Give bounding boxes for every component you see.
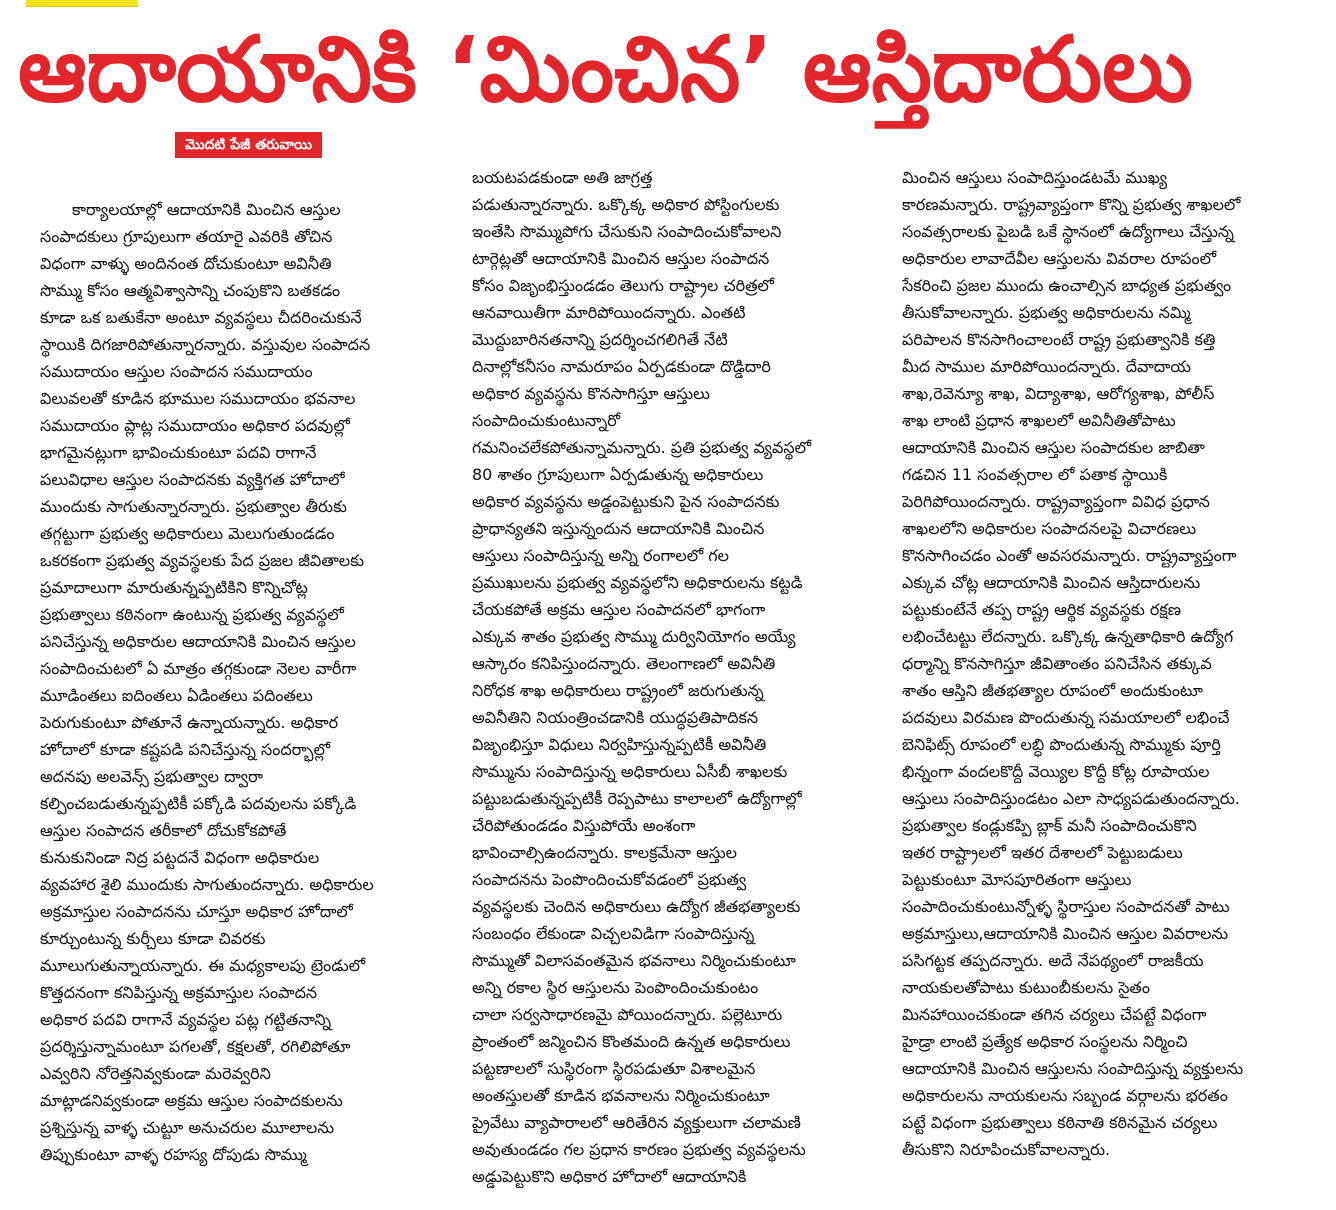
- article-line: నిరోధక శాఖ అధికారులు రాష్ట్రంలో జరుగుతున్న: [472, 681, 764, 700]
- article-line: ప్రముఖులను ప్రభుత్వ వ్యవస్థలోని అధికారులను కట్టడి: [472, 573, 803, 592]
- article-line: అధికార వ్యవస్థను కొనసాగిస్తూ ఆస్తులు: [472, 384, 710, 403]
- article-line: ఆనవాయితీగా మారిపోయిందన్నారు. ఎంతటి: [472, 303, 746, 322]
- article-line: నాయకులతోపాటు కుటుంబీకులను సైతం: [902, 978, 1150, 997]
- article-line: ప్రశ్నిస్తున్న వాళ్ళ చుట్టూ అనుచరుల మూలాలను: [40, 1118, 335, 1137]
- article-line: మొద్దుబారినతనాన్ని ప్రదర్శించగలిగితే నేటి: [472, 330, 728, 349]
- article-line: అధికారుల లావాదేవీల ఆస్తులను వివరాల రూపంలో: [902, 249, 1217, 268]
- article-line: చాలా సర్వసాధారణమై పోయిందన్నారు. పల్లెటూరు: [472, 1005, 783, 1024]
- article-line: కల్పించబడుతున్నప్పటికీ పక్కోడి పదవులను పక్కోడి: [40, 794, 357, 813]
- article-line: శాఖలలోని అధికారుల సంపాదనలపై విచారణలు: [902, 519, 1197, 538]
- article-line: స్థాయికి దిగజారిపోతున్నారన్నారు. వస్తువుల సంపాదన: [40, 335, 371, 354]
- article-line: టార్గెట్లతో ఆదాయానికి మించిన ఆస్తుల సంపాదన: [472, 249, 770, 268]
- article-line: ప్రదర్శిస్తున్నామంటూ పగలతో, కక్షలతో, రగిలిపోతూ: [40, 1037, 351, 1056]
- article-line: భాగమైనట్లుగా భావించుకుంటూ పదవి రాగానే: [40, 443, 317, 462]
- article-line: సొమ్ము కోసం ఆత్మవిశ్వాసాన్ని చంపుకొని బతకడం: [40, 281, 341, 300]
- article-line: కార్యాలయాల్లో ఆదాయానికి మించిన ఆస్తుల: [72, 200, 341, 219]
- article-line: భావించాల్సిఉందన్నారు. కాలక్రమేనా ఆస్తుల: [472, 843, 737, 862]
- article-line: ఆదాయానికి మించిన ఆస్తులను సంపాదిస్తున్న వ్యక్తులను: [902, 1059, 1244, 1078]
- article-column-3: [902, 164, 1317, 1164]
- article-line: శాతం ఆస్తిని జీతభత్యాల రూపంలో అందుకుంటూ: [902, 681, 1203, 700]
- article-column-2: [472, 164, 877, 1194]
- article-line: తీసుకొని నిరూపించుకోవాలన్నారు.: [902, 1140, 1111, 1159]
- article-line: సంపాదకులు గ్రూపులుగా తయారై ఎవరికి తోచిన: [40, 227, 333, 246]
- article-line: ఇతర రాష్ట్రాలలో ఇతర దేశాలలో పెట్టుబడులు: [902, 843, 1183, 862]
- article-line: మించిన ఆస్తులు సంపాదిస్తుండటమే ముఖ్య: [902, 168, 1168, 187]
- article-line: వ్యవస్థలకు చెందిన అధికారులు ఉద్యోగ జీతభత్యాలకు: [472, 897, 801, 916]
- article-line: అధికార పదవి రాగానే వ్యవస్థల పట్ల గట్టితనాన్ని: [40, 1010, 332, 1029]
- top-color-strip: [26, 0, 138, 7]
- article-line: మీద సాముల మారిపోయిందన్నారు. దేవాదాయ: [902, 357, 1191, 376]
- article-line: దినాల్లోకనీసం నామరూపం ఏర్పడకుండా దొడ్డిదారి: [472, 357, 771, 376]
- article-line: అవుతుండడం గల ప్రధాన కారణం ప్రభుత్వ వ్యవస్థలను: [472, 1140, 806, 1159]
- article-line: అవినీతిని నియంత్రించడానికి యుద్ధప్రతిపాదికన: [472, 708, 759, 727]
- article-line: సంపాదించుటలో ఏ మాత్రం తగ్గకుండా నెలల వారీగా: [40, 659, 357, 678]
- article-line: సంపాదనను పెంపొందించుకోవడంలో ప్రభుత్వ: [472, 870, 747, 889]
- article-line: హైడ్రా లాంటి ప్రత్యేక అధికార సంస్థలను నిర్మించి: [902, 1032, 1188, 1051]
- article-line: ప్రాంతంలో జన్మించిన కొంతమంది ఉన్నత అధికారులు: [472, 1032, 791, 1051]
- article-line: హోదాలో కూడా కష్టపడి పనిచేస్తున్న సందర్భాల్లో: [40, 740, 331, 759]
- article-line: అధికార వ్యవస్థను అడ్డంపెట్టుకుని పైన సంపాదనకు: [472, 492, 780, 511]
- article-line: తిప్పుకుంటూ వాళ్ళ రహస్య దోపుడు సొమ్ము: [40, 1145, 307, 1164]
- article-line: సొమ్మును సంపాదిస్తున్న అధికారులు ఏసీబీ శాఖలకు: [472, 762, 788, 781]
- article-line: అధికారులను నాయకులను సబ్బండ వర్గాలను భరతం: [902, 1086, 1228, 1105]
- article-line: ఆస్తుల సంపాదన తరీకాలో దోచుకోకపోతే: [40, 821, 287, 840]
- article-line: మూడింతలు ఐదింతలు ఏడింతలు పదింతలు: [40, 686, 313, 705]
- article-line: పెట్టుకుంటూ మోసపూరితంగా ఆస్తులు: [902, 870, 1132, 889]
- article-line: అదనపు అలవెన్స్ ప్రభుత్వాల ద్వారా: [40, 767, 264, 786]
- article-line: ఎక్కువ చోట్ల ఆదాయానికి మించిన ఆస్తిదారులను: [902, 573, 1201, 592]
- article-line: పడుతున్నారన్నారు. ఒక్కొక్క అధికార పోస్టింగులకు: [472, 195, 780, 214]
- article-line: ముందుకు సాగుతున్నారన్నారు. ప్రభుత్వాల తీరుకు: [40, 497, 347, 516]
- article-line: ప్రమాదాలుగా మారుతున్నప్పటికిని కొన్నిచోట్ల: [40, 578, 308, 597]
- article-line: విధంగా వాళ్ళు అందినంత దోచుకుంటూ అవినీతి: [40, 254, 332, 273]
- article-line: సంపాదించుకుంటున్నారో: [472, 411, 621, 430]
- article-line: మాట్లాడనివ్వకుండా అక్రమ ఆస్తుల సంపాదకులను: [40, 1091, 343, 1110]
- article-line: అక్రమాస్తుల సంపాదనను చూస్తూ అధికార హోదాలో: [40, 902, 353, 921]
- article-line: ప్రైవేటు వ్యాపారాలలో ఆరితేరిన వ్యక్తులుగా చలామణి: [472, 1113, 801, 1132]
- article-line: సంబంధం లేకుండా విచ్చలవిడిగా సంపాదిస్తున్న: [472, 924, 755, 943]
- article-line: లభించేటట్టు లేదన్నారు. ఒక్కొక్క ఉన్నతాధికారి ఉద్యోగ: [902, 627, 1234, 646]
- article-line: ఆస్కారం కనిపిస్తుందన్నారు. తెలంగాణలో అవినీతి: [472, 654, 776, 673]
- article-line: చేయకపోతే అక్రమ ఆస్తుల సంపాదనలో భాగంగా: [472, 600, 766, 619]
- article-line: ఎక్కువ శాతం ప్రభుత్వ సొమ్ము దుర్వినియోగం అయ్యే: [472, 627, 796, 646]
- article-line: సొమ్ముతో విలాసవంతమైన భవనాలు నిర్మించుకుంటూ: [472, 951, 796, 970]
- article-line: ఆదాయానికి మించిన ఆస్తుల సంపాదకుల జాబితా: [902, 438, 1205, 457]
- article-line: పట్టుకుంటేనే తప్ప రాష్ట్ర ఆర్థిక వ్యవస్థకు రక్షణ: [902, 600, 1181, 619]
- article-line: తీసుకోవాలన్నారు. ప్రభుత్వ అధికారులను నమ్మి: [902, 303, 1191, 322]
- article-line: సేకరించి ప్రజల ముందు ఉంచాల్సిన బాధ్యత ప్రభుత్వం: [902, 276, 1232, 295]
- article-line: బెనిఫిట్స్ రూపంలో లబ్ధి పొందుతున్న సొమ్ముకు పూర్తి: [902, 735, 1221, 754]
- article-line: బయటపడకుండా అతి జాగ్రత్త: [472, 168, 653, 187]
- article-line: శాఖ,రెవెన్యూ శాఖ, విద్యాశాఖ, ఆరోగ్యశాఖ, పోలీస్: [902, 384, 1215, 403]
- article-line: ఇంతేసి సొమ్ముపోగు చేసుకుని సంపాదించుకోవాలని: [472, 222, 782, 241]
- article-line: పట్టణాలలో సుస్థిరంగా స్థిరపడుతూ విశాలమైన: [472, 1059, 756, 1078]
- article-line: ప్రభుత్వాల కండ్లుకప్పి బ్లాక్ మనీ సంపాదించుకొని: [902, 816, 1197, 835]
- article-line: ఆస్తులు సంపాదిస్తుండటం ఎలా సాధ్యపడుతుందన్నారు.: [902, 789, 1240, 808]
- article-line: పరిపాలన కొనసాగించాలంటే రాష్ట్ర ప్రభుత్వానికి కత్తి: [902, 330, 1216, 349]
- article-line: వ్యవహార శైలి ముందుకు సాగుతుందన్నారు. అధికారుల: [40, 875, 374, 894]
- article-line: శాఖ లాంటి ప్రధాన శాఖలలో అవినీతితోపాటు: [902, 411, 1176, 430]
- article-line: గమనించలేకపోతున్నామన్నారు. ప్రతి ప్రభుత్వ వ్యవస్థలో: [472, 438, 812, 457]
- article-line: అక్రమాస్తులు,ఆదాయానికి మించిన ఆస్తుల వివరాలను: [902, 924, 1229, 943]
- article-line: పసిగట్టక తప్పదన్నారు. అదే నేపథ్యంలో రాజకీయ: [902, 951, 1204, 970]
- article-line: గడచిన 11 సంవత్సరాల లో పతాక స్థాయికి: [902, 465, 1168, 484]
- article-line: ఒకరకంగా ప్రభుత్వ వ్యవస్థలకు పేద ప్రజల జీవితాలకు: [40, 551, 365, 570]
- article-line: సంపాదించుకుంటున్నోళ్ళ స్థిరాస్తుల సంపాదనతో పాటు: [902, 897, 1230, 916]
- article-line: పెరుగుకుంటూ పోతూనే ఉన్నాయన్నారు. అధికార: [40, 713, 339, 732]
- article-line: కూడా ఒక బతుకేనా అంటూ వ్యవస్థలు చీదరించుకునే: [40, 308, 362, 327]
- article-line: ఎవ్వరిని నోరెత్తనివ్వకుండా మరెవ్వరిని: [40, 1064, 271, 1083]
- article-line: పలువిధాల ఆస్తుల సంపాదనకు వ్యక్తిగత హోదాలో: [40, 470, 345, 489]
- article-line: పనిచేస్తున్న అధికారుల ఆదాయానికి మించిన ఆస్తుల: [40, 632, 356, 651]
- article-line: అన్ని రకాల స్థిర ఆస్తులను పెంపొందించుకుంటం: [472, 978, 759, 997]
- article-line: తగ్గట్టుగా ప్రభుత్వ అధికారులు మెలుగుతుండడం: [40, 524, 335, 543]
- headline: ఆదాయానికి ‘మించిన’ ఆస్తిదారులు: [18, 17, 1193, 123]
- article-line: భిన్నంగా వందలకొద్దీ వెయ్యిల కొద్దీ కోట్ల రూపాయల: [902, 762, 1210, 781]
- article-line: కునుకునిండా నిద్ర పట్టదనే విధంగా అధికారుల: [40, 848, 320, 867]
- article-line: విలువలతో కూడిన భూముల సముదాయం భవనాల: [40, 389, 356, 408]
- article-line: సముదాయం ప్లాట్ల సముదాయం అధికార పదవుల్లో: [40, 416, 350, 435]
- article-line: మూలుగుతున్నాయన్నారు. ఈ మధ్యకాలపు ట్రెండులో: [40, 956, 366, 975]
- article-line: అడ్డుపెట్టుకొని అధికార హోదాలో ఆదాయానికి: [472, 1167, 747, 1186]
- continued-from-front-page-label: మొదటి పేజీ తరువాయి: [175, 132, 322, 158]
- article-line: ప్రాధాన్యతని ఇస్తున్నందున ఆదాయానికి మించిన: [472, 519, 765, 538]
- article-line: చేరిపోతుండడం విస్తుపోయే అంశంగా: [472, 816, 696, 835]
- article-line: కూర్చుంటున్న కుర్చీలు కూడా చివరకు: [40, 929, 266, 948]
- article-line: విజృంభిస్తూ విధులు నిర్వహిస్తున్నప్పటికీ అవినీతి: [472, 735, 767, 754]
- article-line: కోసం విజృంభిస్తుండడం తెలుగు రాష్ట్రాల చరిత్రలో: [472, 276, 775, 295]
- article-line: పెరిగిపోయిందన్నారు. రాష్ట్రవ్యాప్తంగా వివిధ ప్రధాన: [902, 492, 1210, 511]
- article-line: పట్టే విధంగా ప్రభుత్వాలు కఠినాతి కఠినమైన చర్యలు: [902, 1113, 1218, 1132]
- article-line: పట్టుబడుతున్నప్పటికీ రెప్పపాటు కాలాలలో ఉద్యోగాల్లో: [472, 789, 802, 808]
- article-line: ఆస్తులు సంపాదిస్తున్న అన్ని రంగాలలో గల: [472, 546, 729, 565]
- article-line: ప్రభుత్వాలు కఠినంగా ఉంటున్న ప్రభుత్వ వ్యవస్థలో: [40, 605, 344, 624]
- article-line: మినహాయించకుండా తగిన చర్యలు చేపట్టే విధంగా: [902, 1005, 1207, 1024]
- article-line: 80 శాతం గ్రూపులుగా ఏర్పడుతున్న అధికారులు: [472, 465, 764, 484]
- article-line: కొత్తదనంగా కనిపిస్తున్న అక్రమాస్తుల సంపాదన: [40, 983, 318, 1002]
- article-line: ధర్మాన్ని కొనసాగిస్తూ జీవితాంతం పనిచేసిన తక్కువ: [902, 654, 1212, 673]
- article-line: పదవులు విరమణ పొందుతున్న సమయాలలో లభించే: [902, 708, 1230, 727]
- article-line: కారణమన్నారు. రాష్ట్రవ్యాప్తంగా కొన్ని ప్రభుత్వ శాఖలలో: [902, 195, 1241, 214]
- article-column-1: [40, 196, 450, 1176]
- article-line: కొనసాగించడం ఎంతో అవసరమన్నారు. రాష్ట్రవ్యాప్తంగా: [902, 546, 1237, 565]
- article-line: సంవత్సరాలకు పైబడి ఒకే స్థానంలో ఉద్యోగాలు చేస్తున్న: [902, 222, 1234, 241]
- article-line: సముదాయం ఆస్తుల సంపాదన సముదాయం: [40, 362, 313, 381]
- article-line: అంతస్తులతో కూడిన భవనాలను నిర్మించుకుంటూ: [472, 1086, 770, 1105]
